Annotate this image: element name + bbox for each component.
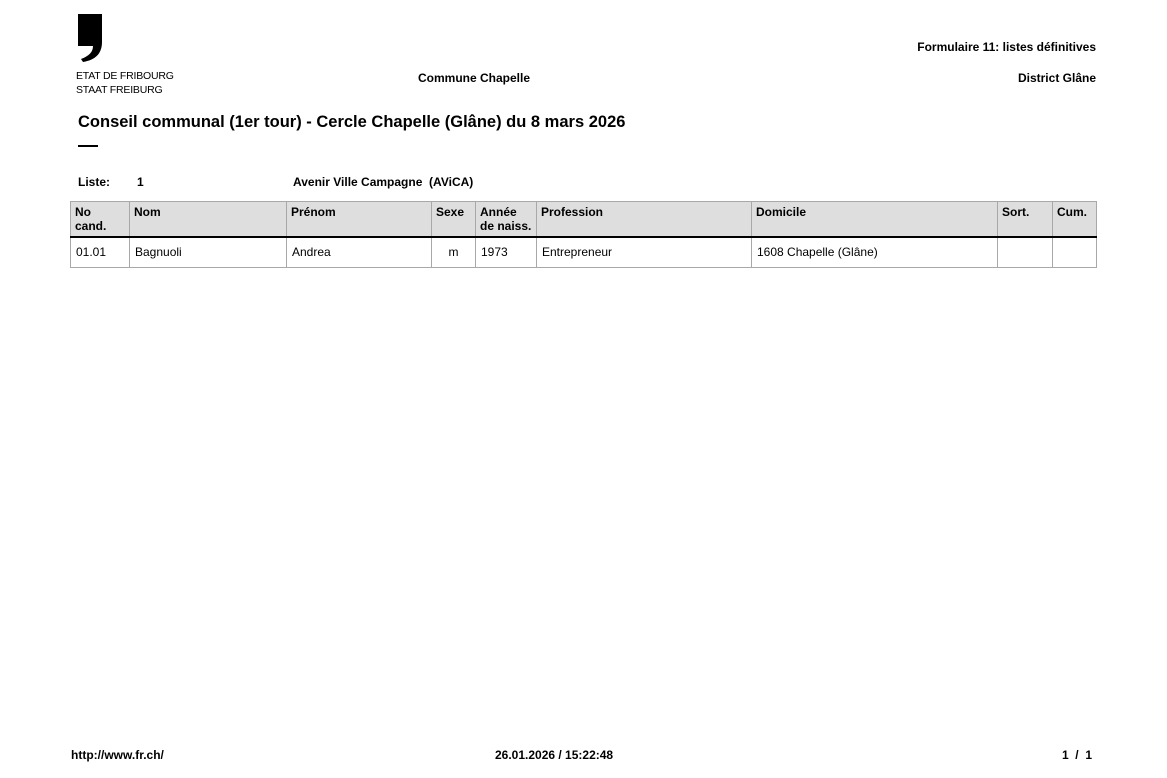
col-header-no-line2: cand. <box>75 219 107 233</box>
table-header-row <box>71 202 1097 237</box>
cell-nom: Bagnuoli <box>130 237 287 268</box>
list-number: 1 <box>137 175 144 189</box>
document-title: Conseil communal (1er tour) - Cercle Chapelle (Glâne) du 8 mars 2026 <box>78 113 626 131</box>
issuer-name-de: STAAT FREIBURG <box>76 84 163 96</box>
form-title: Formulaire 11: listes définitives <box>917 40 1096 54</box>
col-header-no-line1: No <box>75 205 91 219</box>
col-header-sort: Sort. <box>998 202 1053 237</box>
commune-label: Commune Chapelle <box>418 71 531 85</box>
cell-sort <box>998 237 1053 268</box>
col-header-domicile: Domicile <box>752 202 998 237</box>
col-header-annee <box>476 202 537 237</box>
issuer-name <box>76 69 174 97</box>
list-name: Avenir Ville Campagne (AViCA) <box>293 175 474 189</box>
footer-page-number: 1 / 1 <box>1061 748 1092 762</box>
col-header-profession: Profession <box>537 202 752 237</box>
cell-profession: Entrepreneur <box>537 237 752 268</box>
footer-url-link[interactable]: http://www.fr.ch/ <box>71 748 164 762</box>
cell-no: 01.01 <box>71 237 130 268</box>
col-header-prenom: Prénom <box>287 202 432 237</box>
district-label: District Glâne <box>1017 71 1096 85</box>
footer-datetime: 26.01.2026 / 15:22:48 <box>495 748 614 762</box>
title-divider <box>78 145 98 147</box>
col-header-annee-line1: Année <box>480 205 517 219</box>
issuer-name-fr: ETAT DE FRIBOURG <box>76 70 174 82</box>
table-row <box>71 237 1097 268</box>
cell-domicile: 1608 Chapelle (Glâne) <box>752 237 998 268</box>
col-header-sexe: Sexe <box>432 202 476 237</box>
cell-prenom: Andrea <box>287 237 432 268</box>
candidates-table <box>70 201 1097 268</box>
cell-cum <box>1053 237 1097 268</box>
col-header-no <box>71 202 130 237</box>
col-header-nom: Nom <box>130 202 287 237</box>
col-header-annee-line2: de naiss. <box>480 219 532 233</box>
col-header-cum: Cum. <box>1053 202 1097 237</box>
cell-annee: 1973 <box>476 237 537 268</box>
canton-logo-icon <box>76 14 104 62</box>
list-label: Liste: <box>78 175 111 189</box>
cell-sexe: m <box>432 237 476 268</box>
